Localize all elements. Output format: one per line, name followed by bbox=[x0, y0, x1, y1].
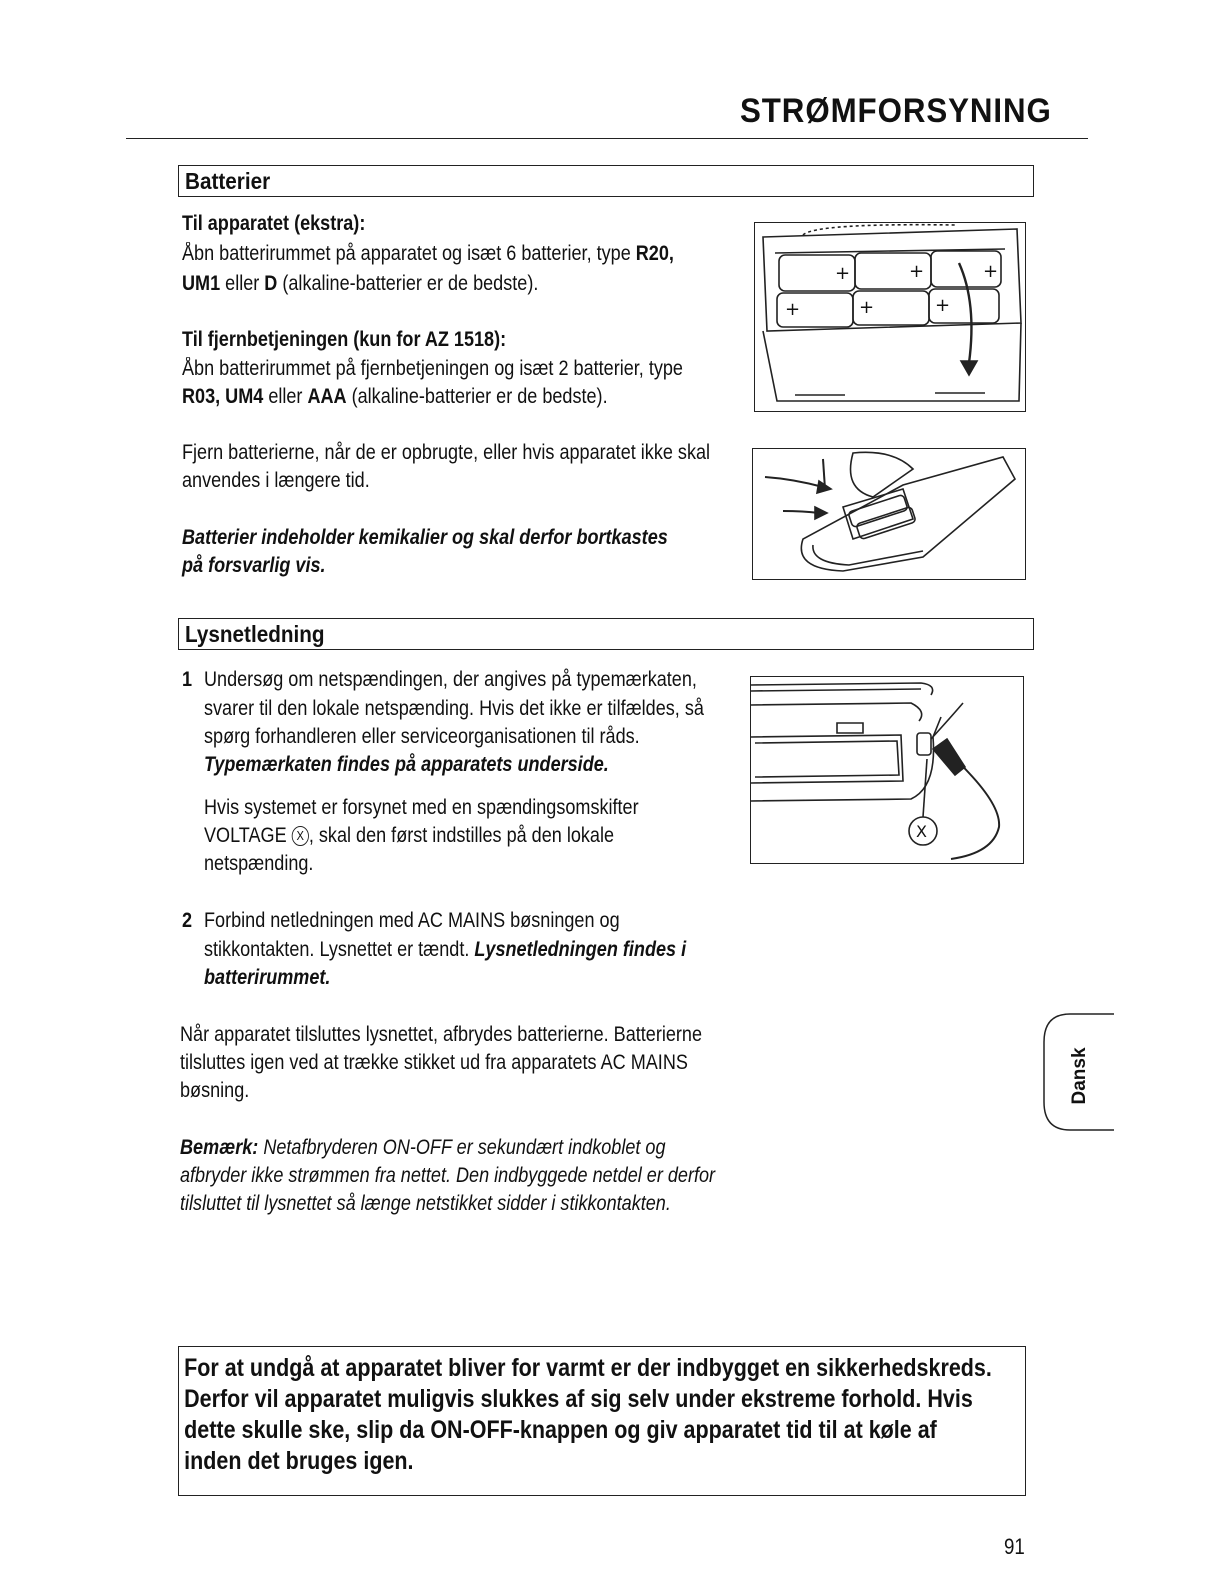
remote-heading: Til fjernbetjeningen (kun for AZ 1518): bbox=[182, 328, 507, 351]
note-line1: Bemærk: Netafbryderen ON-OFF er sekundært indkoblet og bbox=[180, 1136, 666, 1159]
section-heading-batterier: Batterier bbox=[178, 165, 1034, 197]
voltage-line3: netspænding. bbox=[204, 852, 314, 875]
mains-socket-figure bbox=[750, 676, 1024, 864]
step1-line2: svarer til den lokale netspænding. Hvis det ikke er tilfældes, så bbox=[204, 697, 704, 720]
page-number: 91 bbox=[1004, 1534, 1025, 1559]
note-line3: tilsluttet til lysnettet så længe netstikket sidder i stikkontakten. bbox=[180, 1192, 671, 1215]
step1-line1: Undersøg om netspændingen, der angives på typemærkaten, bbox=[204, 668, 697, 691]
step2-line2: stikkontakten. Lysnettet er tændt. Lysnetledningen findes i bbox=[204, 938, 687, 961]
plus-sign: + bbox=[935, 295, 951, 316]
mains-socket-drawing bbox=[751, 677, 1023, 863]
remove-text-line2: anvendes i længere tid. bbox=[182, 469, 370, 492]
plus-sign: + bbox=[785, 299, 801, 320]
step1-line3: spørg forhandleren eller serviceorganisationen til råds. bbox=[204, 725, 640, 748]
remote-text-line1: Åbn batterirummet på fjernbetjeningen og isæt 2 batterier, type bbox=[182, 357, 683, 380]
voltage-line1: Hvis systemet er forsynet med en spændingsomskifter bbox=[204, 796, 639, 819]
mains-para-line3: bøsning. bbox=[180, 1079, 250, 1102]
mains-para-line2: tilsluttes igen ved at trække stikket ud fra apparatets AC MAINS bbox=[180, 1051, 688, 1074]
voltage-x-label: X bbox=[916, 822, 927, 841]
step-number-2: 2 bbox=[182, 909, 193, 932]
remote-control-figure bbox=[752, 448, 1026, 580]
overheat-warning-box bbox=[178, 1346, 1026, 1496]
warning-line2: Derfor vil apparatet muligvis slukkes af sig selv under ekstreme forhold. Hvis bbox=[184, 1385, 973, 1413]
header-rule bbox=[126, 138, 1088, 139]
battery-compartment-drawing bbox=[755, 223, 1025, 411]
warning-line3: dette skulle ske, slip da ON-OFF-knappen og giv apparatet tid til at køle af bbox=[184, 1416, 937, 1444]
disposal-warning-line2: på forsvarlig vis. bbox=[182, 554, 326, 577]
mains-para-line1: Når apparatet tilsluttes lysnettet, afbrydes batterierne. Batterierne bbox=[180, 1023, 703, 1046]
page-title: STRØMFORSYNING bbox=[740, 92, 1052, 130]
step2-line1: Forbind netledningen med AC MAINS bøsningen og bbox=[204, 909, 620, 932]
step2-line3: batterirummet. bbox=[204, 966, 331, 989]
plus-sign: + bbox=[859, 297, 875, 318]
section-heading-lysnetledning: Lysnetledning bbox=[178, 618, 1034, 650]
step1-typeplate-note: Typemærkaten findes på apparatets underside. bbox=[204, 753, 609, 776]
battery-compartment-figure bbox=[754, 222, 1026, 412]
voltage-selector-icon: X bbox=[292, 826, 309, 846]
remove-text-line1: Fjern batterierne, når de er opbrugte, eller hvis apparatet ikke skal bbox=[182, 441, 711, 464]
note-line2: afbryder ikke strømmen fra nettet. Den indbyggede netdel er derfor bbox=[180, 1164, 716, 1187]
plus-sign: + bbox=[835, 263, 851, 284]
apparat-text-line2: UM1 eller D (alkaline-batterier er de bedste). bbox=[182, 272, 539, 295]
apparat-text-line1: Åbn batterirummet på apparatet og isæt 6 batterier, type R20, bbox=[182, 242, 674, 265]
warning-line1: For at undgå at apparatet bliver for varmt er der indbygget en sikkerhedskreds. bbox=[184, 1354, 992, 1382]
language-tab-label: Dansk bbox=[1069, 1047, 1090, 1105]
step-number-1: 1 bbox=[182, 668, 193, 691]
remote-text-line2: R03, UM4 eller AAA (alkaline-batterier er de bedste). bbox=[182, 385, 608, 408]
warning-line4: inden det bruges igen. bbox=[184, 1447, 414, 1475]
plus-sign: + bbox=[983, 261, 999, 282]
disposal-warning-line1: Batterier indeholder kemikalier og skal derfor bortkastes bbox=[182, 526, 668, 549]
voltage-line2: VOLTAGE X , skal den først indstilles på den lokale bbox=[204, 824, 615, 847]
apparat-heading: Til apparatet (ekstra): bbox=[182, 212, 366, 235]
plus-sign: + bbox=[909, 261, 925, 282]
remote-control-drawing bbox=[753, 449, 1025, 579]
